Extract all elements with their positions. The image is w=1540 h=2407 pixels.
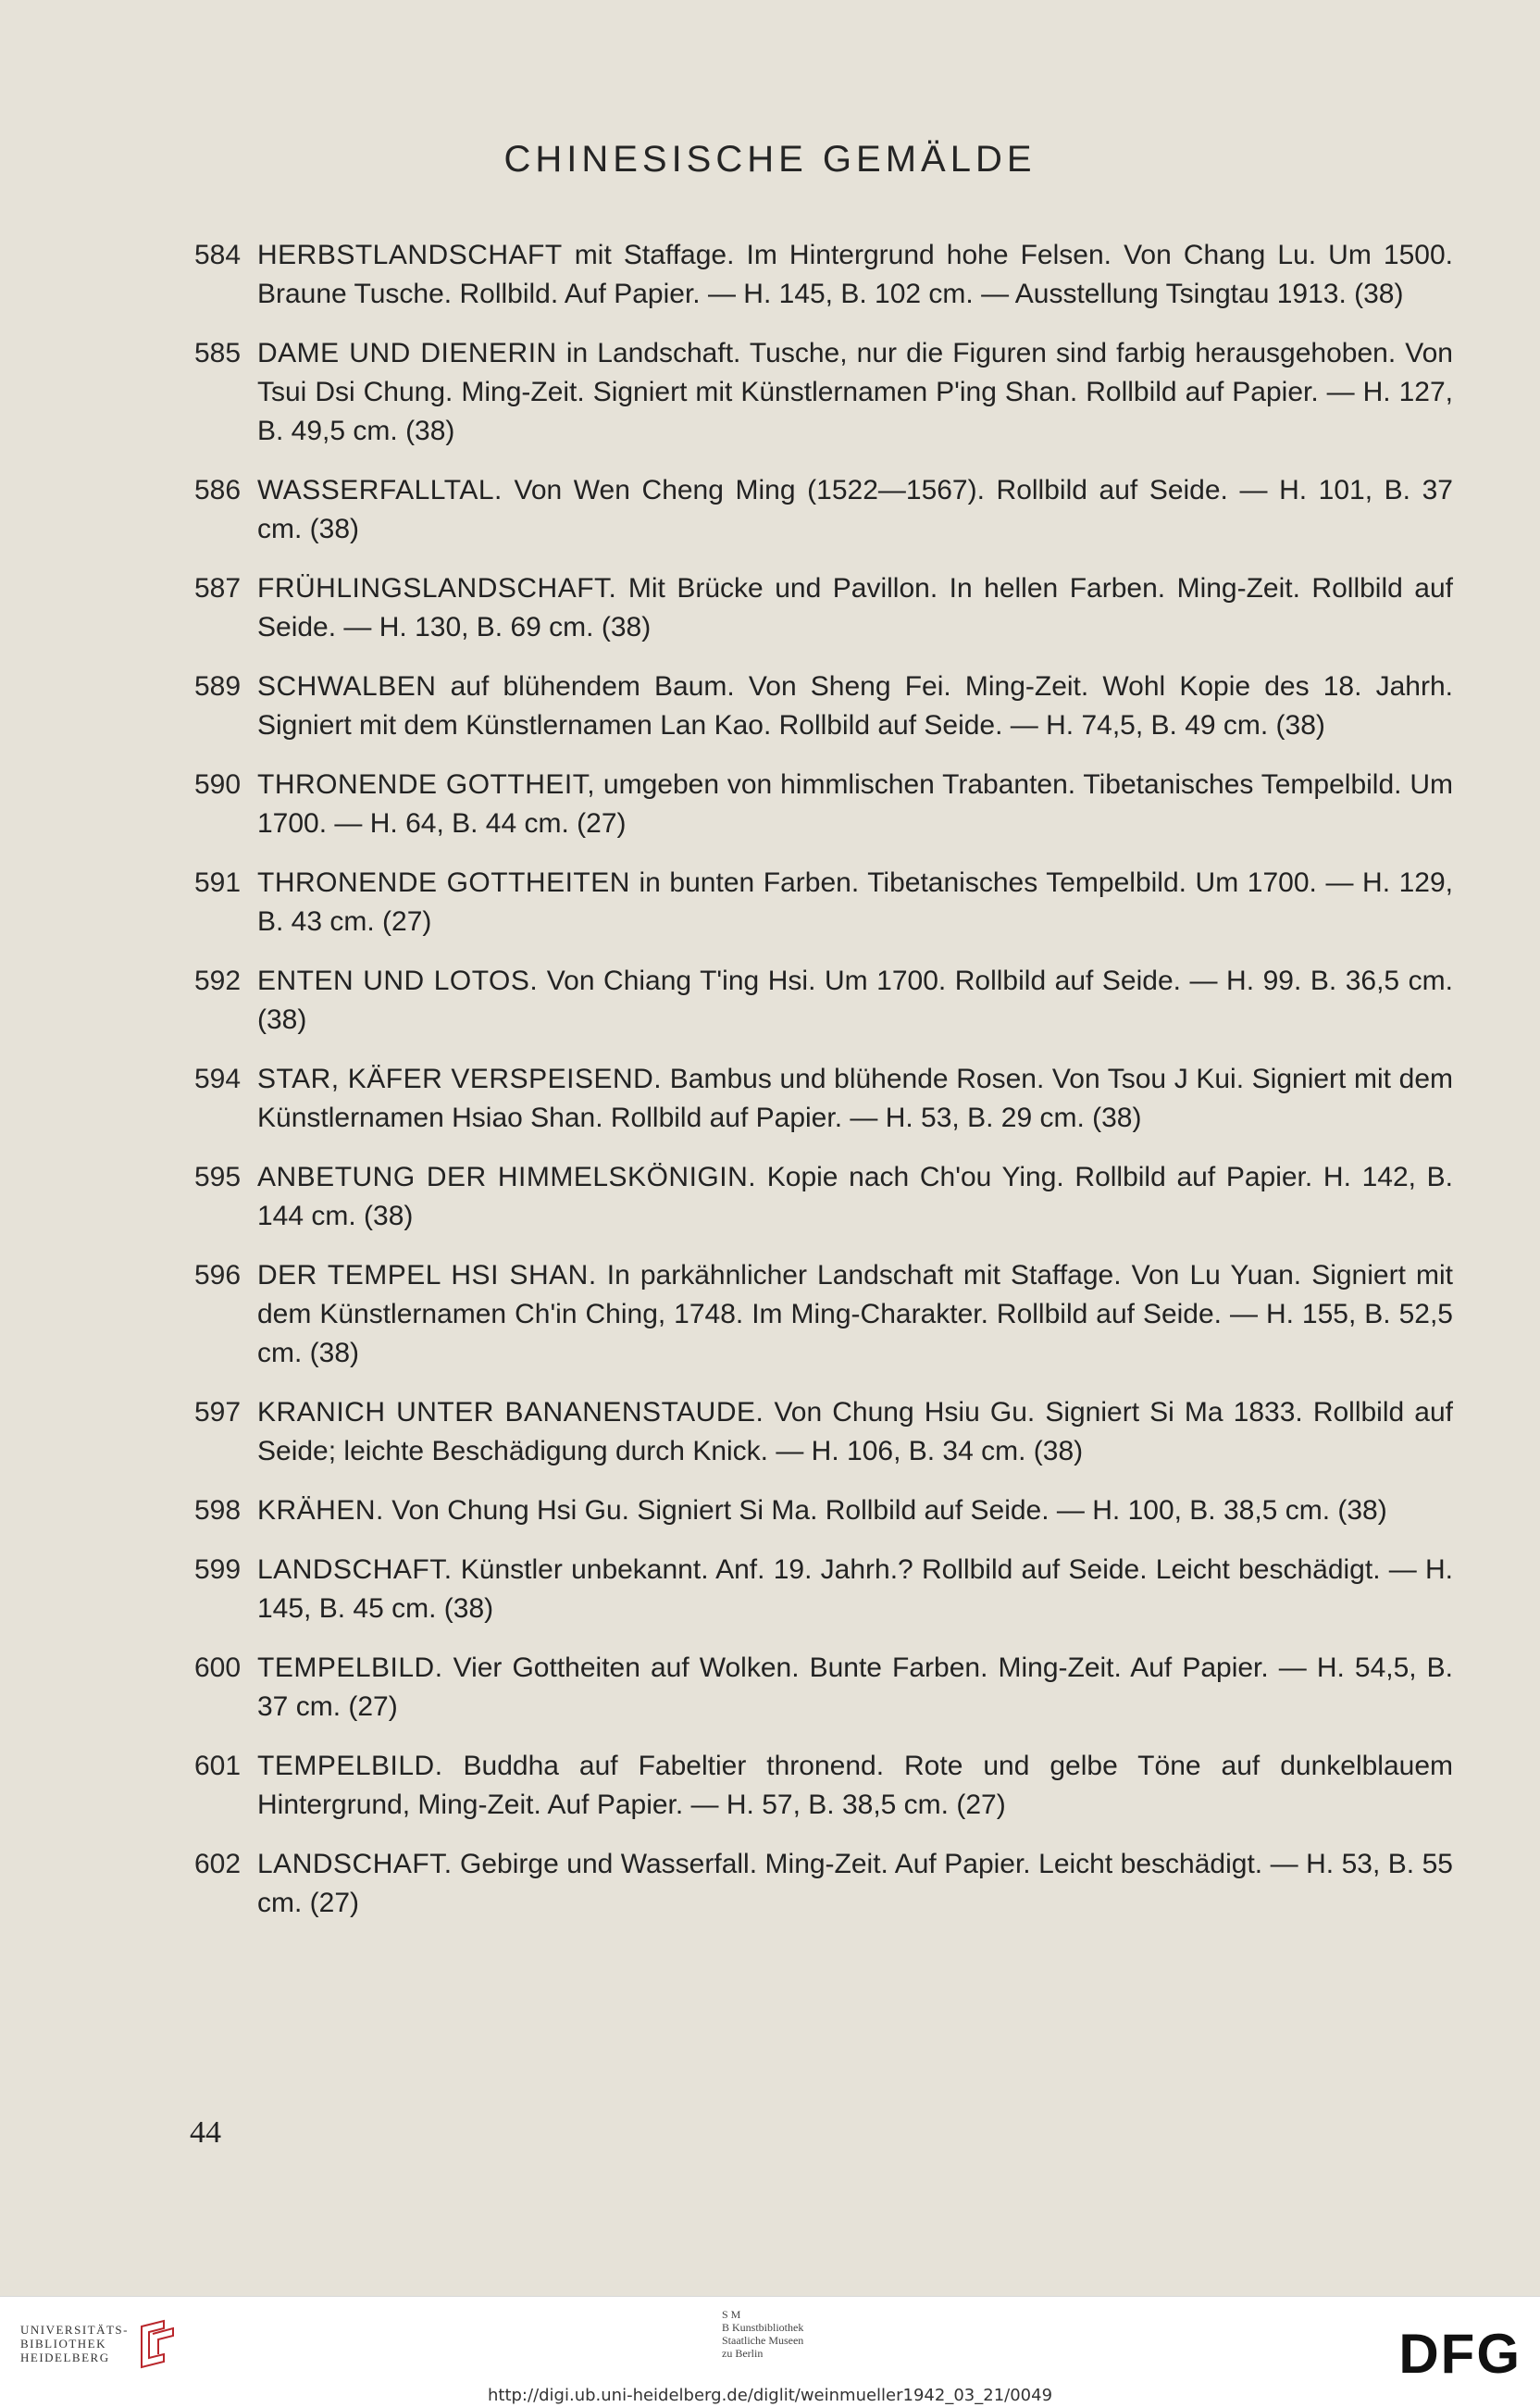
- entry-description: Vier Gottheiten auf Wolken. Bunte Farben. Ming-Zeit. Auf Papier. — H. 54,5, B. 37 cm. (27): [257, 1652, 1453, 1722]
- dfg-logo[interactable]: DFG: [1398, 2323, 1521, 2385]
- catalog-entry: [194, 471, 1453, 549]
- entry-text: [257, 864, 1453, 942]
- entry-title: DER TEMPEL HSI SHAN.: [257, 1260, 597, 1291]
- entry-number: 589: [194, 671, 242, 702]
- entry-number: 587: [194, 573, 242, 604]
- entry-text: [257, 334, 1453, 451]
- entry-number: 596: [194, 1260, 242, 1291]
- entry-description: Kopie nach Ch'ou Ying. Rollbild auf Papier. H. 142, B. 144 cm. (38): [257, 1162, 1453, 1231]
- museum-stamp: [722, 2308, 907, 2360]
- entry-number: 586: [194, 475, 242, 505]
- catalog-entry: [194, 667, 1453, 745]
- entry-description: Mit Brücke und Pavillon. In hellen Farben. Ming-Zeit. Rollbild auf Seide. — H. 130, B. 69 cm. (38): [257, 573, 1453, 642]
- entry-description: In parkähnlicher Landschaft mit Staffage. Von Lu Yuan. Signiert mit dem Künstlernamen Ch'in Ching, 1748. Im Ming-Charakter. Rollbild auf Seide. — H. 155, B. 52,5 cm. (38): [257, 1260, 1453, 1368]
- entry-description: Bambus und blühende Rosen. Von Tsou J Kui. Signiert mit dem Künstlernamen Hsiao Shan. Rollbild auf Papier. — H. 53, B. 29 cm. (38): [257, 1064, 1453, 1133]
- catalog-entry: [194, 334, 1453, 451]
- catalog-entry: [194, 1060, 1453, 1138]
- entry-number: 598: [194, 1495, 242, 1526]
- entry-description: umgeben von himmlischen Trabanten. Tibetanisches Tempelbild. Um 1700. — H. 64, B. 44 cm. (27): [257, 769, 1453, 839]
- entry-title: ANBETUNG DER HIMMELSKÖNIGIN.: [257, 1162, 757, 1192]
- entry-description: Von Chung Hsi Gu. Signiert Si Ma. Rollbild auf Seide. — H. 100, B. 38,5 cm. (38): [383, 1495, 1387, 1526]
- entry-title: TEMPELBILD.: [257, 1652, 443, 1683]
- entry-title: KRÄHEN.: [257, 1495, 384, 1526]
- entry-number: 597: [194, 1397, 242, 1428]
- catalog-entry: [194, 1256, 1453, 1373]
- entry-number: 599: [194, 1554, 242, 1585]
- catalog-entry: [194, 864, 1453, 942]
- entry-number: 601: [194, 1751, 242, 1781]
- entry-title: ENTEN UND LOTOS.: [257, 966, 539, 996]
- entry-title: WASSERFALLTAL.: [257, 475, 503, 505]
- entry-text: [257, 766, 1453, 843]
- library-mark-icon: [136, 2317, 179, 2369]
- library-logo[interactable]: [20, 2317, 179, 2369]
- catalog-entry: [194, 1158, 1453, 1236]
- entry-number: 590: [194, 769, 242, 800]
- entry-title: THRONENDE GOTTHEITEN: [257, 867, 630, 898]
- catalog-entry: [194, 1649, 1453, 1727]
- viewer-footer: [0, 2296, 1540, 2407]
- entry-text: [257, 471, 1453, 549]
- catalog-entry: [194, 1491, 1453, 1530]
- catalog-entries: [194, 236, 1453, 1943]
- entry-description: in bunten Farben. Tibetanisches Tempelbild. Um 1700. — H. 129, B. 43 cm. (27): [257, 867, 1453, 937]
- entry-description: Künstler unbekannt. Anf. 19. Jahrh.? Rollbild auf Seide. Leicht beschädigt. — H. 145, B. 45 cm. (38): [257, 1554, 1453, 1624]
- entry-description: auf blühendem Baum. Von Sheng Fei. Ming-Zeit. Wohl Kopie des 18. Jahrh. Signiert mit dem Künstlernamen Lan Kao. Rollbild auf Seide. — H. 74,5, B. 49 cm. (38): [257, 671, 1453, 741]
- page-number: 44: [190, 2115, 221, 2150]
- entry-description: in Landschaft. Tusche, nur die Figuren sind farbig herausgehoben. Von Tsui Dsi Chung. Ming-Zeit. Signiert mit Künstlernamen P'ing Shan. Rollbild auf Papier. — H. 127, B. 49,5 cm. (38): [257, 338, 1453, 446]
- entry-title: HERBSTLANDSCHAFT: [257, 240, 563, 270]
- entry-title: LANDSCHAFT.: [257, 1554, 453, 1585]
- permalink-url[interactable]: http://digi.ub.uni-heidelberg.de/diglit/weinmueller1942_03_21/0049: [487, 2386, 1053, 2405]
- catalog-entry: [194, 962, 1453, 1040]
- entry-number: 594: [194, 1064, 242, 1094]
- entry-text: [257, 1060, 1453, 1138]
- entry-title: KRANICH UNTER BANANENSTAUDE.: [257, 1397, 764, 1428]
- entry-title: SCHWALBEN: [257, 671, 437, 702]
- catalog-entry: [194, 236, 1453, 314]
- entry-description: Von Chung Hsiu Gu. Signiert Si Ma 1833. Rollbild auf Seide; leichte Beschädigung durch Knick. — H. 106, B. 34 cm. (38): [257, 1397, 1453, 1466]
- stamp-line: S M: [722, 2308, 741, 2321]
- catalog-entry: [194, 569, 1453, 647]
- entry-text: [257, 1393, 1453, 1471]
- stamp-line: Staatliche Museen: [722, 2334, 804, 2347]
- catalog-entry: [194, 766, 1453, 843]
- entry-text: [257, 236, 1453, 314]
- stamp-line: zu Berlin: [722, 2347, 764, 2360]
- entry-number: 600: [194, 1652, 242, 1683]
- entry-number: 592: [194, 966, 242, 996]
- stamp-line: B Kunstbibliothek: [722, 2321, 804, 2334]
- entry-title: STAR, KÄFER VERSPEISEND.: [257, 1064, 663, 1094]
- entry-text: [257, 1491, 1453, 1530]
- entry-text: [257, 1845, 1453, 1923]
- library-name-line: UNIVERSITÄTS-: [20, 2322, 129, 2337]
- entry-title: FRÜHLINGSLANDSCHAFT.: [257, 573, 617, 604]
- entry-title: THRONENDE GOTTHEIT,: [257, 769, 596, 800]
- entry-text: [257, 667, 1453, 745]
- entry-number: 584: [194, 240, 242, 270]
- library-name: [20, 2323, 129, 2364]
- entry-text: [257, 569, 1453, 647]
- entry-description: Von Wen Cheng Ming (1522—1567). Rollbild auf Seide. — H. 101, B. 37 cm. (38): [257, 475, 1453, 544]
- entry-description: Gebirge und Wasserfall. Ming-Zeit. Auf Papier. Leicht beschädigt. — H. 53, B. 55 cm. (27): [257, 1849, 1453, 1918]
- entry-text: [257, 1551, 1453, 1628]
- entry-description: Von Chiang T'ing Hsi. Um 1700. Rollbild auf Seide. — H. 99. B. 36,5 cm. (38): [257, 966, 1453, 1035]
- entry-text: [257, 1256, 1453, 1373]
- entry-text: [257, 1649, 1453, 1727]
- entry-text: [257, 1158, 1453, 1236]
- entry-number: 585: [194, 338, 242, 368]
- library-name-line: HEIDELBERG: [20, 2350, 110, 2364]
- entry-text: [257, 1747, 1453, 1825]
- entry-title: LANDSCHAFT.: [257, 1849, 453, 1879]
- library-name-line: BIBLIOTHEK: [20, 2336, 106, 2351]
- entry-description: mit Staffage. Im Hintergrund hohe Felsen. Von Chang Lu. Um 1500. Braune Tusche. Rollbild. Auf Papier. — H. 145, B. 102 cm. — Ausstellung Tsingtau 1913. (38): [257, 240, 1453, 309]
- page-heading: CHINESISCHE GEMÄLDE: [503, 139, 1037, 180]
- entry-number: 602: [194, 1849, 242, 1879]
- catalog-entry: [194, 1845, 1453, 1923]
- catalog-entry: [194, 1551, 1453, 1628]
- entry-title: DAME UND DIENERIN: [257, 338, 557, 368]
- entry-description: Buddha auf Fabeltier thronend. Rote und gelbe Töne auf dunkelblauem Hintergrund, Ming-Zeit. Auf Papier. — H. 57, B. 38,5 cm. (27): [257, 1751, 1453, 1820]
- entry-number: 591: [194, 867, 242, 898]
- catalog-entry: [194, 1393, 1453, 1471]
- catalog-entry: [194, 1747, 1453, 1825]
- entry-text: [257, 962, 1453, 1040]
- entry-number: 595: [194, 1162, 242, 1192]
- entry-title: TEMPELBILD.: [257, 1751, 443, 1781]
